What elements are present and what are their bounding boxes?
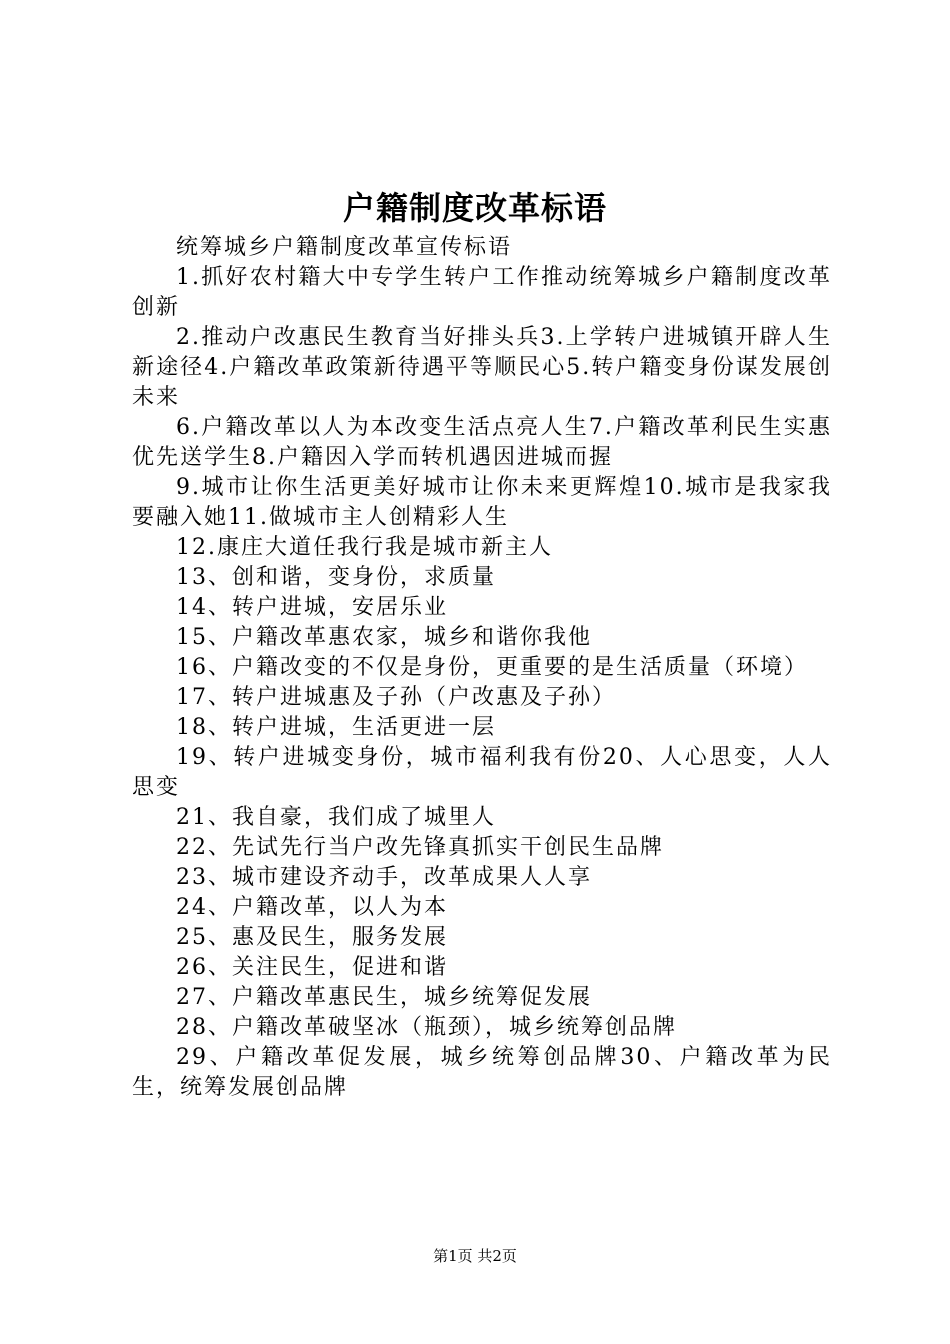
paragraph: 13、创和谐，变身份，求质量 (176, 565, 496, 590)
paragraph: 12.康庄大道任我行我是城市新主人 (176, 535, 553, 560)
paragraph: 23、城市建设齐动手，改革成果人人享 (176, 865, 592, 890)
paragraph: 统筹城乡户籍制度改革宣传标语 (176, 235, 513, 260)
paragraph: 15、户籍改革惠农家，城乡和谐你我他 (176, 625, 592, 650)
paragraph: 18、转户进城，生活更进一层 (176, 715, 496, 740)
paragraph: 29、户籍改革促发展，城乡统筹创品牌30、户籍改革为民生，统筹发展创品牌 (132, 1045, 832, 1100)
paragraph: 6.户籍改革以人为本改变生活点亮人生7.户籍改革利民生实惠优先送学生8.户籍因入学而转机遇因进城而握 (132, 415, 832, 470)
paragraph: 28、户籍改革破坚冰（瓶颈），城乡统筹创品牌 (176, 1015, 677, 1040)
paragraph: 17、转户进城惠及子孙（户改惠及子孙） (176, 685, 616, 710)
paragraph: 22、先试先行当户改先锋真抓实干创民生品牌 (176, 835, 664, 860)
paragraph: 27、户籍改革惠民生，城乡统筹促发展 (176, 985, 592, 1010)
paragraph: 16、户籍改变的不仅是身份，更重要的是生活质量（环境） (176, 655, 808, 680)
paragraph: 1.抓好农村籍大中专学生转户工作推动统筹城乡户籍制度改革创新 (132, 265, 832, 320)
document-body (132, 233, 832, 1103)
paragraph: 21、我自豪，我们成了城里人 (176, 805, 496, 830)
paragraph: 2.推动户改惠民生教育当好排头兵3.上学转户进城镇开辟人生新途径4.户籍改革政策新待遇平等顺民心5.转户籍变身份谋发展创未来 (132, 325, 832, 410)
document-title: 户籍制度改革标语 (342, 189, 607, 227)
paragraph: 9.城市让你生活更美好城市让你未来更辉煌10.城市是我家我要融入她11.做城市主人创精彩人生 (132, 475, 832, 530)
paragraph: 25、惠及民生，服务发展 (176, 925, 448, 950)
page-number-footer: 第1页 共2页 (433, 1247, 517, 1265)
paragraph: 19、转户进城变身份，城市福利我有份20、人心思变，人人思变 (132, 745, 832, 800)
paragraph: 24、户籍改革，以人为本 (176, 895, 448, 920)
paragraph: 14、转户进城，安居乐业 (176, 595, 448, 620)
paragraph: 26、关注民生，促进和谐 (176, 955, 448, 980)
